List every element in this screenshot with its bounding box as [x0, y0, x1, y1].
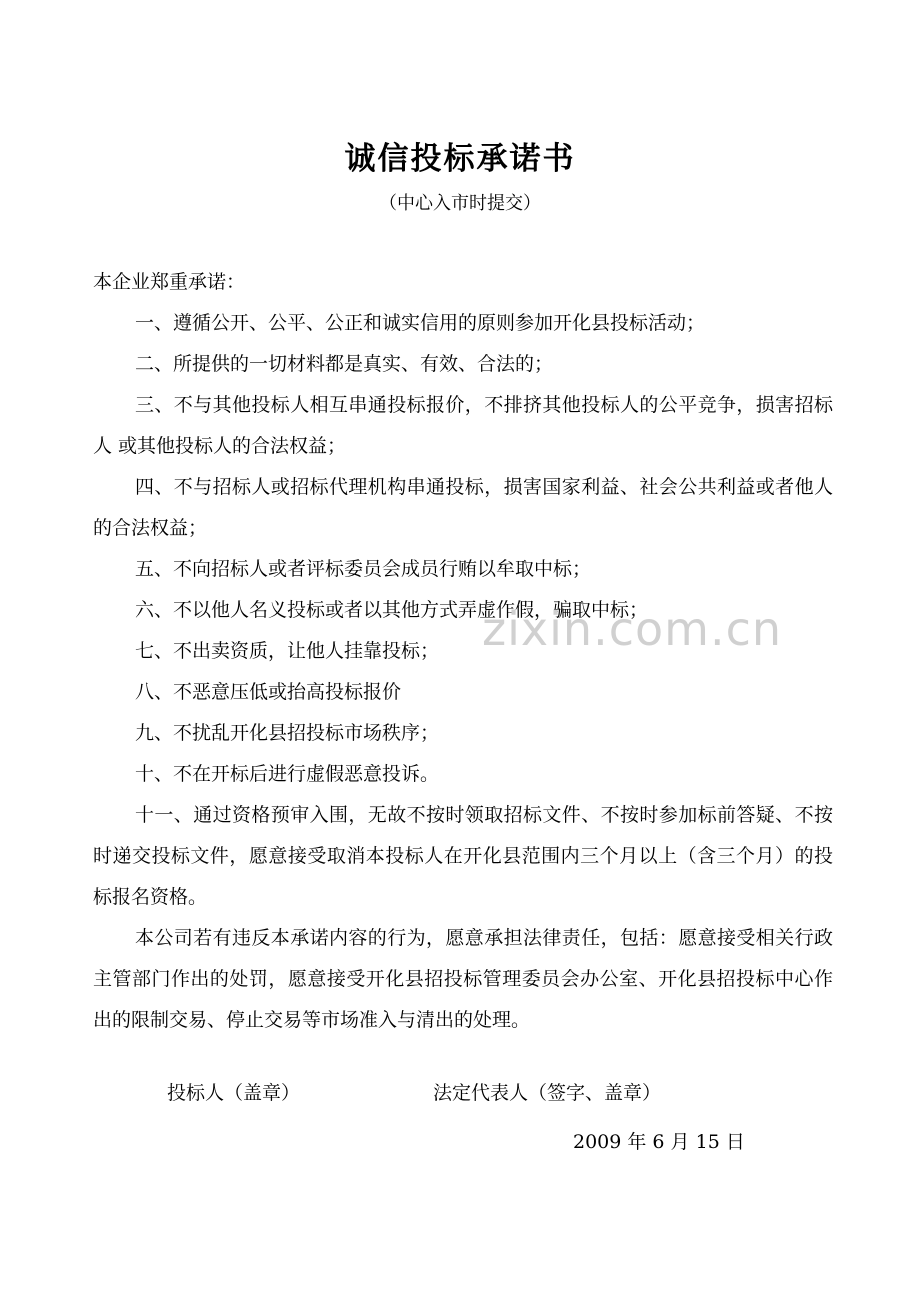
- commitment-item-9: 九、不扰乱开化县招投标市场秩序；: [135, 722, 440, 744]
- commitment-item-5: 五、不向招标人或者评标委员会成员行贿以牟取中标；: [135, 558, 592, 580]
- document-subtitle: （中心入市时提交）: [379, 193, 541, 214]
- signature-row: [0, 1078, 920, 1108]
- commitment-item-11: 十一、通过资格预审入围，无故不按时领取招标文件、不按时参加标前答疑、不按时递交投标文件，愿意接受取消本投标人在开化县范围内三个月以上（含三个月）的投标报名资格。: [93, 804, 833, 908]
- commitment-item-4: 四、不与招标人或招标代理机构串通投标，损害国家利益、社会公共利益或者他人的合法权益；: [93, 476, 833, 539]
- bidder-seal-label: 投标人（盖章）: [167, 1082, 301, 1104]
- document-date: 2009 年 6 月 15 日: [573, 1131, 745, 1153]
- commitment-item-3: 三、不与其他投标人相互串通投标报价，不排挤其他投标人的公平竞争，损害招标人 或其他投标人的合法权益；: [93, 394, 833, 457]
- commitment-item-2: 二、所提供的一切材料都是真实、有效、合法的；: [135, 353, 554, 375]
- opening-line: 本企业郑重承诺：: [93, 271, 246, 293]
- commitment-item-7: 七、不出卖资质，让他人挂靠投标；: [135, 640, 440, 662]
- commitment-item-6: 六、不以他人名义投标或者以其他方式弄虚作假，骗取中标；: [135, 599, 649, 621]
- legal-representative-label: 法定代表人（签字、盖章）: [433, 1082, 662, 1104]
- watermark: zixin.com.cn: [482, 602, 783, 656]
- document-title: 诚信投标承诺书: [344, 141, 576, 177]
- liability-paragraph: 本公司若有违反本承诺内容的行为，愿意承担法律责任，包括：愿意接受相关行政主管部门作出的处罚，愿意接受开化县招投标管理委员会办公室、开化县招投标中心作出的限制交易、停止交易等市场准入与清出的处理。: [93, 927, 833, 1031]
- commitment-item-10: 十、不在开标后进行虚假恶意投诉。: [135, 763, 440, 785]
- commitment-item-1: 一、遵循公开、公平、公正和诚实信用的原则参加开化县投标活动；: [135, 312, 706, 334]
- commitment-item-8: 八、不恶意压低或抬高投标报价: [135, 681, 402, 703]
